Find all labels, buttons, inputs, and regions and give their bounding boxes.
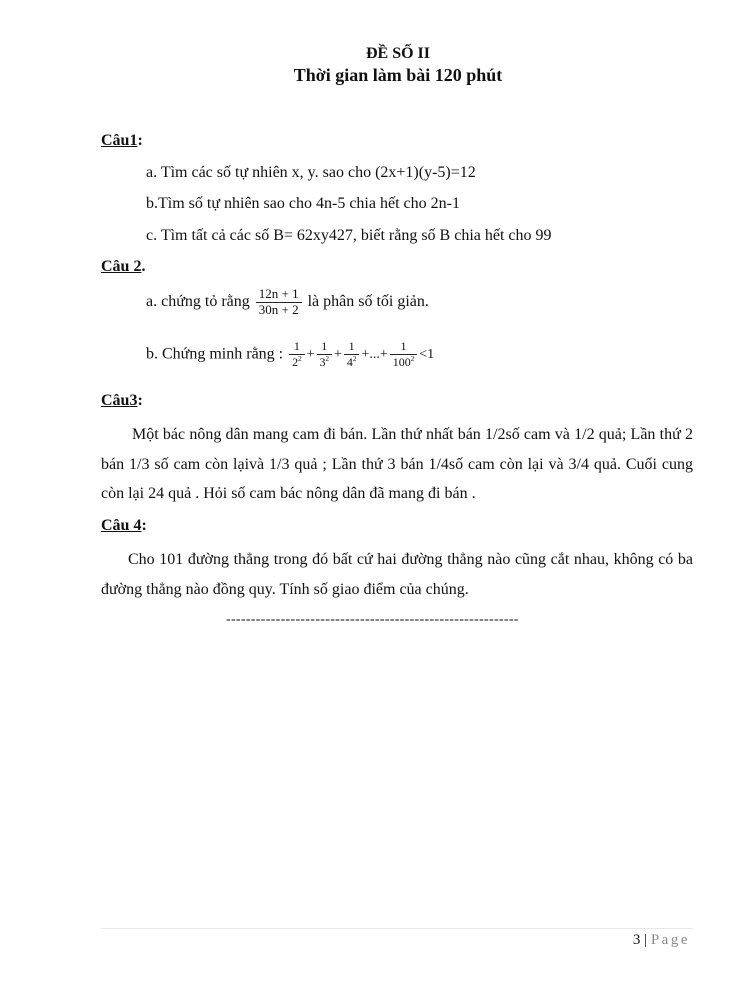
- question-2b-prefix: b. Chứng minh rằng :: [146, 345, 284, 363]
- question-4-text: Cho 101 đường thẳng trong đó bất cứ hai đường thẳng nào cũng cắt nhau, không có ba đường thẳng nào đồng quy. Tính số giao điểm của chúng.: [101, 551, 693, 598]
- question-1a: a. Tìm các số tự nhiên x, y. sao cho (2x+1)(y-5)=12: [146, 164, 476, 181]
- exam-time-limit: Thời gian làm bài 120 phút: [293, 65, 503, 85]
- plus-sign: +: [334, 346, 342, 362]
- fraction-term-1: $\frac{1}{2^2}$: [289, 340, 305, 370]
- question-2a-suffix: là phân số tối giản.: [307, 293, 429, 311]
- question-1c: c. Tìm tất cả các số B= 62xy427, biết rằng số B chia hết cho 99: [146, 227, 552, 244]
- fraction-term-2: $\frac{1}{3^2}$: [317, 340, 333, 370]
- page-footer: [633, 932, 690, 949]
- question-2b: [146, 340, 434, 370]
- question-1-heading: Câu1:: [101, 132, 143, 149]
- question-2a: [146, 287, 429, 318]
- question-1b: b.Tìm số tự nhiên sao cho 4n-5 chia hết cho 2n-1: [146, 195, 460, 212]
- exam-title: ĐỀ SỐ II: [365, 45, 431, 62]
- footer-divider: [101, 928, 693, 929]
- question-3-text: Một bác nông dân mang cam đi bán. Lần thứ nhất bán 1/2số cam và 1/2 quả; Lần thứ 2 bán 1/3 số cam còn lạivà 1/3 quả ; Lần thứ 3 bán 1/4số cam còn lại và 3/4 quả. Cuối cung còn lại 24 quả . Hỏi số cam bác nông dân đã mang đi bán .: [101, 426, 693, 502]
- question-2a-prefix: a. chứng tỏ rằng: [146, 293, 250, 311]
- ellipsis-sum: +...+: [361, 346, 388, 362]
- fraction-denominator: 30n + 2: [258, 301, 299, 317]
- fraction-term-last: $\frac{1}{100^2}$: [390, 340, 418, 370]
- page-label: Page: [650, 932, 690, 948]
- plus-sign: +: [306, 346, 315, 362]
- fraction-12n-over-30n: [256, 287, 302, 318]
- footer-separator: |: [640, 932, 651, 948]
- end-separator: -----------------------------------------------------------: [226, 612, 519, 627]
- fraction-numerator: 12n + 1: [256, 287, 302, 303]
- less-than-one: <1: [419, 346, 435, 362]
- fraction-term-3: $\frac{1}{4^2}$: [344, 340, 360, 370]
- page-number: 3: [632, 932, 641, 948]
- question-3-heading: Câu3:: [101, 392, 143, 409]
- question-2-heading: Câu 2.: [101, 258, 146, 275]
- question-4-heading: Câu 4:: [101, 517, 147, 534]
